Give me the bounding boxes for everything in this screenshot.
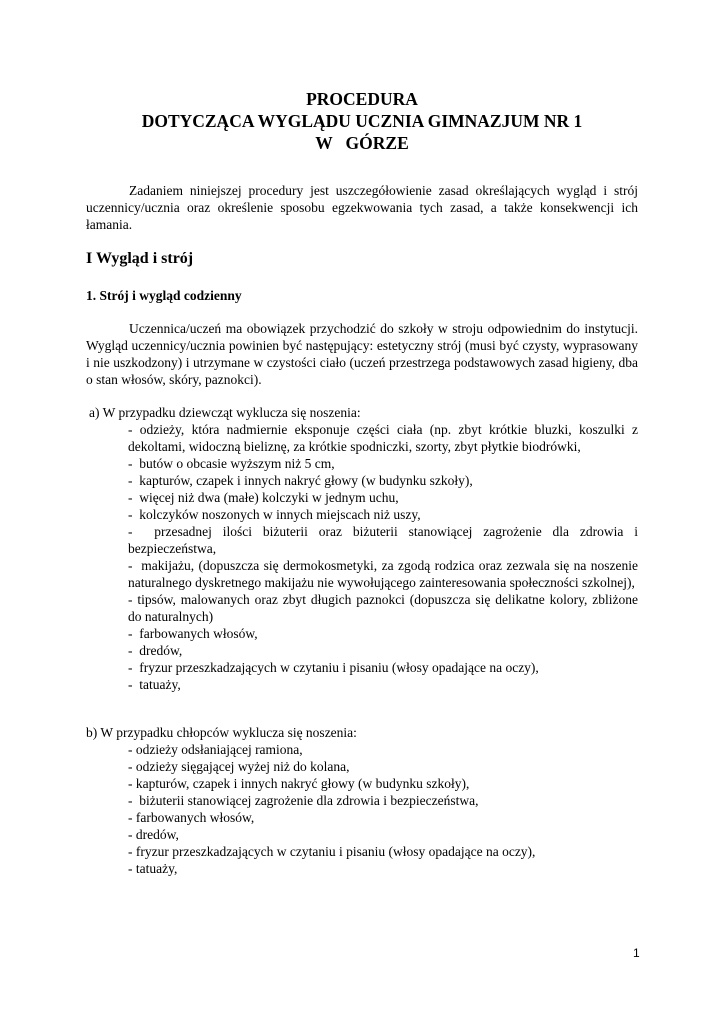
boys-list-heading: b) W przypadku chłopców wyklucza się noszenia:	[86, 725, 357, 740]
list-item: - kapturów, czapek i innych nakryć głowy (w budynku szkoły),	[128, 473, 473, 488]
subsection-heading: 1. Strój i wygląd codzienny	[86, 288, 242, 303]
list-item: - fryzur przeszkadzających w czytaniu i pisaniu (włosy opadające na oczy),	[128, 660, 539, 675]
document-title	[0, 88, 724, 154]
list-item: - tatuaży,	[128, 861, 178, 876]
list-item: - farbowanych włosów,	[128, 810, 255, 825]
list-item: - butów o obcasie wyższym niż 5 cm,	[128, 456, 335, 471]
list-item: - tipsów, malowanych oraz zbyt długich paznokci (dopuszcza się delikatne kolory, zbliżone do naturalnych)	[128, 592, 642, 624]
dress-code-paragraph: Uczennica/uczeń ma obowiązek przychodzić do szkoły w stroju odpowiednim do instytucji. Wygląd uczennicy/ucznia powinien być następujący: estetyczny strój (musi być czysty, wyprasowany i nie uszkodzony) i utrzymane w czystości ciało (uczeń przestrzega podstawowych zasad higieny, dba o stan włosów, skóry, paznokci).	[86, 321, 638, 387]
list-item: - kapturów, czapek i innych nakryć głowy (w budynku szkoły),	[128, 776, 470, 791]
list-item: - odzieży odsłaniającej ramiona,	[128, 742, 303, 757]
list-item: - fryzur przeszkadzających w czytaniu i pisaniu (włosy opadające na oczy),	[128, 844, 536, 859]
title-line-2: DOTYCZĄCA WYGLĄDU UCZNIA GIMNAZJUM NR 1	[141, 111, 583, 131]
title-line-1: PROCEDURA	[306, 89, 418, 109]
girls-list-heading: a) W przypadku dziewcząt wyklucza się noszenia:	[89, 405, 361, 420]
list-item: - dredów,	[128, 643, 183, 658]
list-item: - kolczyków noszonych w innych miejscach niż uszy,	[128, 507, 421, 522]
title-line-3: W GÓRZE	[315, 133, 409, 153]
list-item: - odzieży sięgającej wyżej niż do kolana,	[128, 759, 350, 774]
list-item: - tatuaży,	[128, 677, 181, 692]
boys-exclusions-list	[128, 741, 638, 877]
girls-exclusions-list	[128, 421, 642, 693]
list-item: - więcej niż dwa (małe) kolczyki w jednym uchu,	[128, 490, 399, 505]
page-number: 1	[633, 946, 640, 960]
list-item: - farbowanych włosów,	[128, 626, 258, 641]
list-item: - dredów,	[128, 827, 179, 842]
section-heading: I Wygląd i strój	[86, 250, 194, 267]
list-item: - odzieży, która nadmiernie eksponuje części ciała (np. zbyt krótkie bluzki, koszulki z dekoltami, widoczną bieliznę, za krótkie spodniczki, szorty, zbyt płytkie biodrówki,	[128, 422, 642, 454]
list-item: - biżuterii stanowiącej zagrożenie dla zdrowia i bezpieczeństwa,	[128, 793, 479, 808]
list-item: - przesadnej ilości biżuterii oraz biżuterii stanowiącej zagrożenie dla zdrowia i bezpieczeństwa,	[128, 524, 642, 556]
list-item: - makijażu, (dopuszcza się dermokosmetyki, za zgodą rodzica oraz zezwala się na noszenie naturalnego dyskretnego makijażu nie wywołującego zainteresowania społeczności szkolnej),	[128, 558, 642, 590]
intro-paragraph: Zadaniem niniejszej procedury jest uszczegółowienie zasad określających wygląd i strój uczennicy/ucznia oraz określenie sposobu egzekwowania tych zasad, a także konsekwencji ich łamania.	[86, 183, 638, 232]
